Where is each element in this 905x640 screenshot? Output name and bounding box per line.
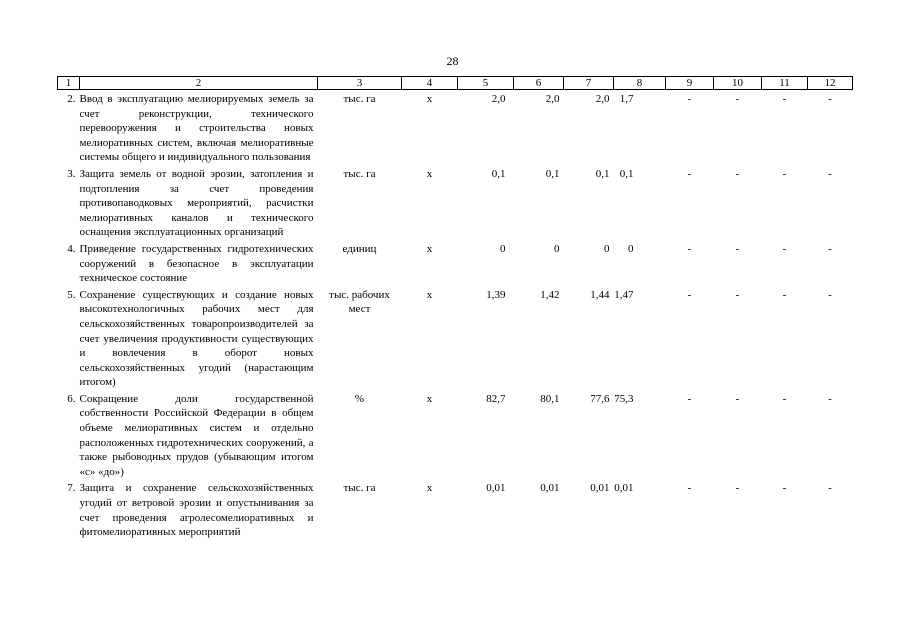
value-cell: - — [782, 392, 787, 405]
value-cell: - — [828, 482, 832, 495]
column-header: 11 — [762, 77, 808, 90]
value-cell: - — [828, 93, 832, 105]
table-row — [58, 390, 853, 480]
indicator-name: Сокращение доли государственной собственности Российской Федерации в общем объеме мелиоративных систем и отдельно расположенных гидротехнических сооружений, а также рыбоводных прудов (убывающим итогом «с» «до») — [79, 392, 314, 478]
value-cell: 0 — [628, 242, 634, 255]
value-cell: - — [782, 242, 787, 255]
column-header: 5 — [458, 77, 514, 90]
value-cell: - — [735, 242, 740, 255]
value-cell: 0,1 — [545, 167, 560, 180]
value-cell: - — [687, 93, 692, 105]
column-header: 9 — [666, 77, 714, 90]
column-header: 1 — [58, 77, 80, 90]
value-cell: 0 — [500, 242, 506, 255]
column-header-row — [58, 77, 853, 90]
value-cell: 0,1 — [595, 167, 610, 180]
row-number: 4. — [67, 242, 76, 255]
value-cell: 2,0 — [545, 93, 560, 105]
row-number: 3. — [67, 167, 76, 180]
value-cell: 0,1 — [491, 167, 506, 180]
value-cell: 0,1 — [619, 167, 634, 180]
value-cell: - — [735, 288, 740, 301]
value-cell: 0,01 — [590, 482, 610, 495]
column-header: 6 — [514, 77, 564, 90]
row-number: 6. — [67, 392, 76, 405]
value-cell: - — [735, 392, 740, 405]
indicator-name: Приведение государственных гидротехнических сооружений в безопасное в эксплуатации техническое состояние — [79, 242, 314, 285]
value-cell: 0 — [554, 242, 560, 255]
table-row — [58, 479, 853, 539]
unit-cell: % — [354, 392, 365, 405]
value-cell: - — [828, 167, 832, 180]
base-cell: х — [426, 392, 433, 405]
value-cell: - — [687, 167, 692, 180]
column-header: 10 — [714, 77, 762, 90]
value-cell: 0,01 — [614, 482, 634, 495]
column-header: 2 — [80, 77, 318, 90]
value-cell: 1,44 — [590, 288, 610, 301]
value-cell: 2,0 — [491, 93, 506, 105]
value-cell: 1,7 — [619, 93, 634, 105]
value-cell: - — [782, 167, 787, 180]
row-number: 5. — [67, 288, 76, 301]
table-row — [58, 240, 853, 286]
row-number: 7. — [67, 482, 76, 495]
value-cell: 77,6 — [590, 392, 610, 405]
value-cell: 80,1 — [540, 392, 560, 405]
value-cell: 1,39 — [486, 288, 506, 301]
value-cell: - — [782, 93, 787, 105]
value-cell: - — [687, 392, 692, 405]
page-number: 28 — [446, 54, 459, 68]
value-cell: 2,0 — [595, 93, 610, 105]
unit-cell: тыс. га — [343, 93, 376, 105]
indicator-name: Защита земель от водной эрозии, затопления и подтопления за счет проведения противопаводковых мероприятий, расчистки мелиоративных каналов и технического оснащения эксплуатационных организаций — [79, 167, 314, 239]
base-cell: х — [426, 93, 433, 105]
value-cell: - — [828, 242, 832, 255]
value-cell: 1,42 — [540, 288, 560, 301]
value-cell: - — [735, 167, 740, 180]
base-cell: х — [426, 482, 433, 495]
column-header: 12 — [808, 77, 853, 90]
value-cell: - — [687, 288, 692, 301]
value-cell: - — [782, 288, 787, 301]
value-cell: 0,01 — [540, 482, 560, 495]
value-cell: 82,7 — [486, 392, 506, 405]
indicator-name: Сохранение существующих и создание новых высокотехнологичных рабочих мест для сельскохозяйственных товаропроизводителей за счет увеличения продуктивности существующих и вовлечения в оборот новых сельскохозяйственных угодий (нарастающим итогом) — [79, 288, 314, 389]
indicators-table — [57, 76, 853, 540]
column-header: 4 — [402, 77, 458, 90]
value-cell: - — [828, 392, 832, 405]
value-cell: - — [735, 482, 740, 495]
column-header: 8 — [614, 77, 666, 90]
value-cell: - — [782, 482, 787, 495]
indicator-name: Ввод в эксплуатацию мелиорируемых земель за счет реконструкции, технического перевооружения и строительства новых мелиоративных систем, включая мелиоративные системы общего и индивидуального пользования — [79, 93, 314, 164]
value-cell: - — [828, 288, 832, 301]
value-cell: 0 — [604, 242, 610, 255]
row-number: 2. — [67, 93, 76, 105]
value-cell: 75,3 — [614, 392, 634, 405]
value-cell: 0,01 — [486, 482, 506, 495]
value-cell: - — [735, 93, 740, 105]
table-row — [58, 286, 853, 390]
indicator-name: Защита и сохранение сельскохозяйственных угодий от ветровой эрозии и опустынивания за счет проведения агролесомелиоративных и фитомелиоративных мероприятий — [79, 482, 314, 539]
value-cell: - — [687, 242, 692, 255]
base-cell: х — [426, 288, 433, 301]
base-cell: х — [426, 167, 433, 180]
column-header: 7 — [564, 77, 614, 90]
column-header: 3 — [318, 77, 402, 90]
value-cell: - — [687, 482, 692, 495]
unit-cell: единиц — [342, 242, 377, 255]
unit-cell: тыс. рабочих мест — [329, 288, 390, 316]
unit-cell: тыс. га — [343, 482, 376, 495]
value-cell: 1,47 — [614, 288, 634, 301]
table-row — [58, 165, 853, 240]
table-row — [58, 90, 853, 165]
base-cell: х — [426, 242, 433, 255]
unit-cell: тыс. га — [343, 167, 376, 180]
